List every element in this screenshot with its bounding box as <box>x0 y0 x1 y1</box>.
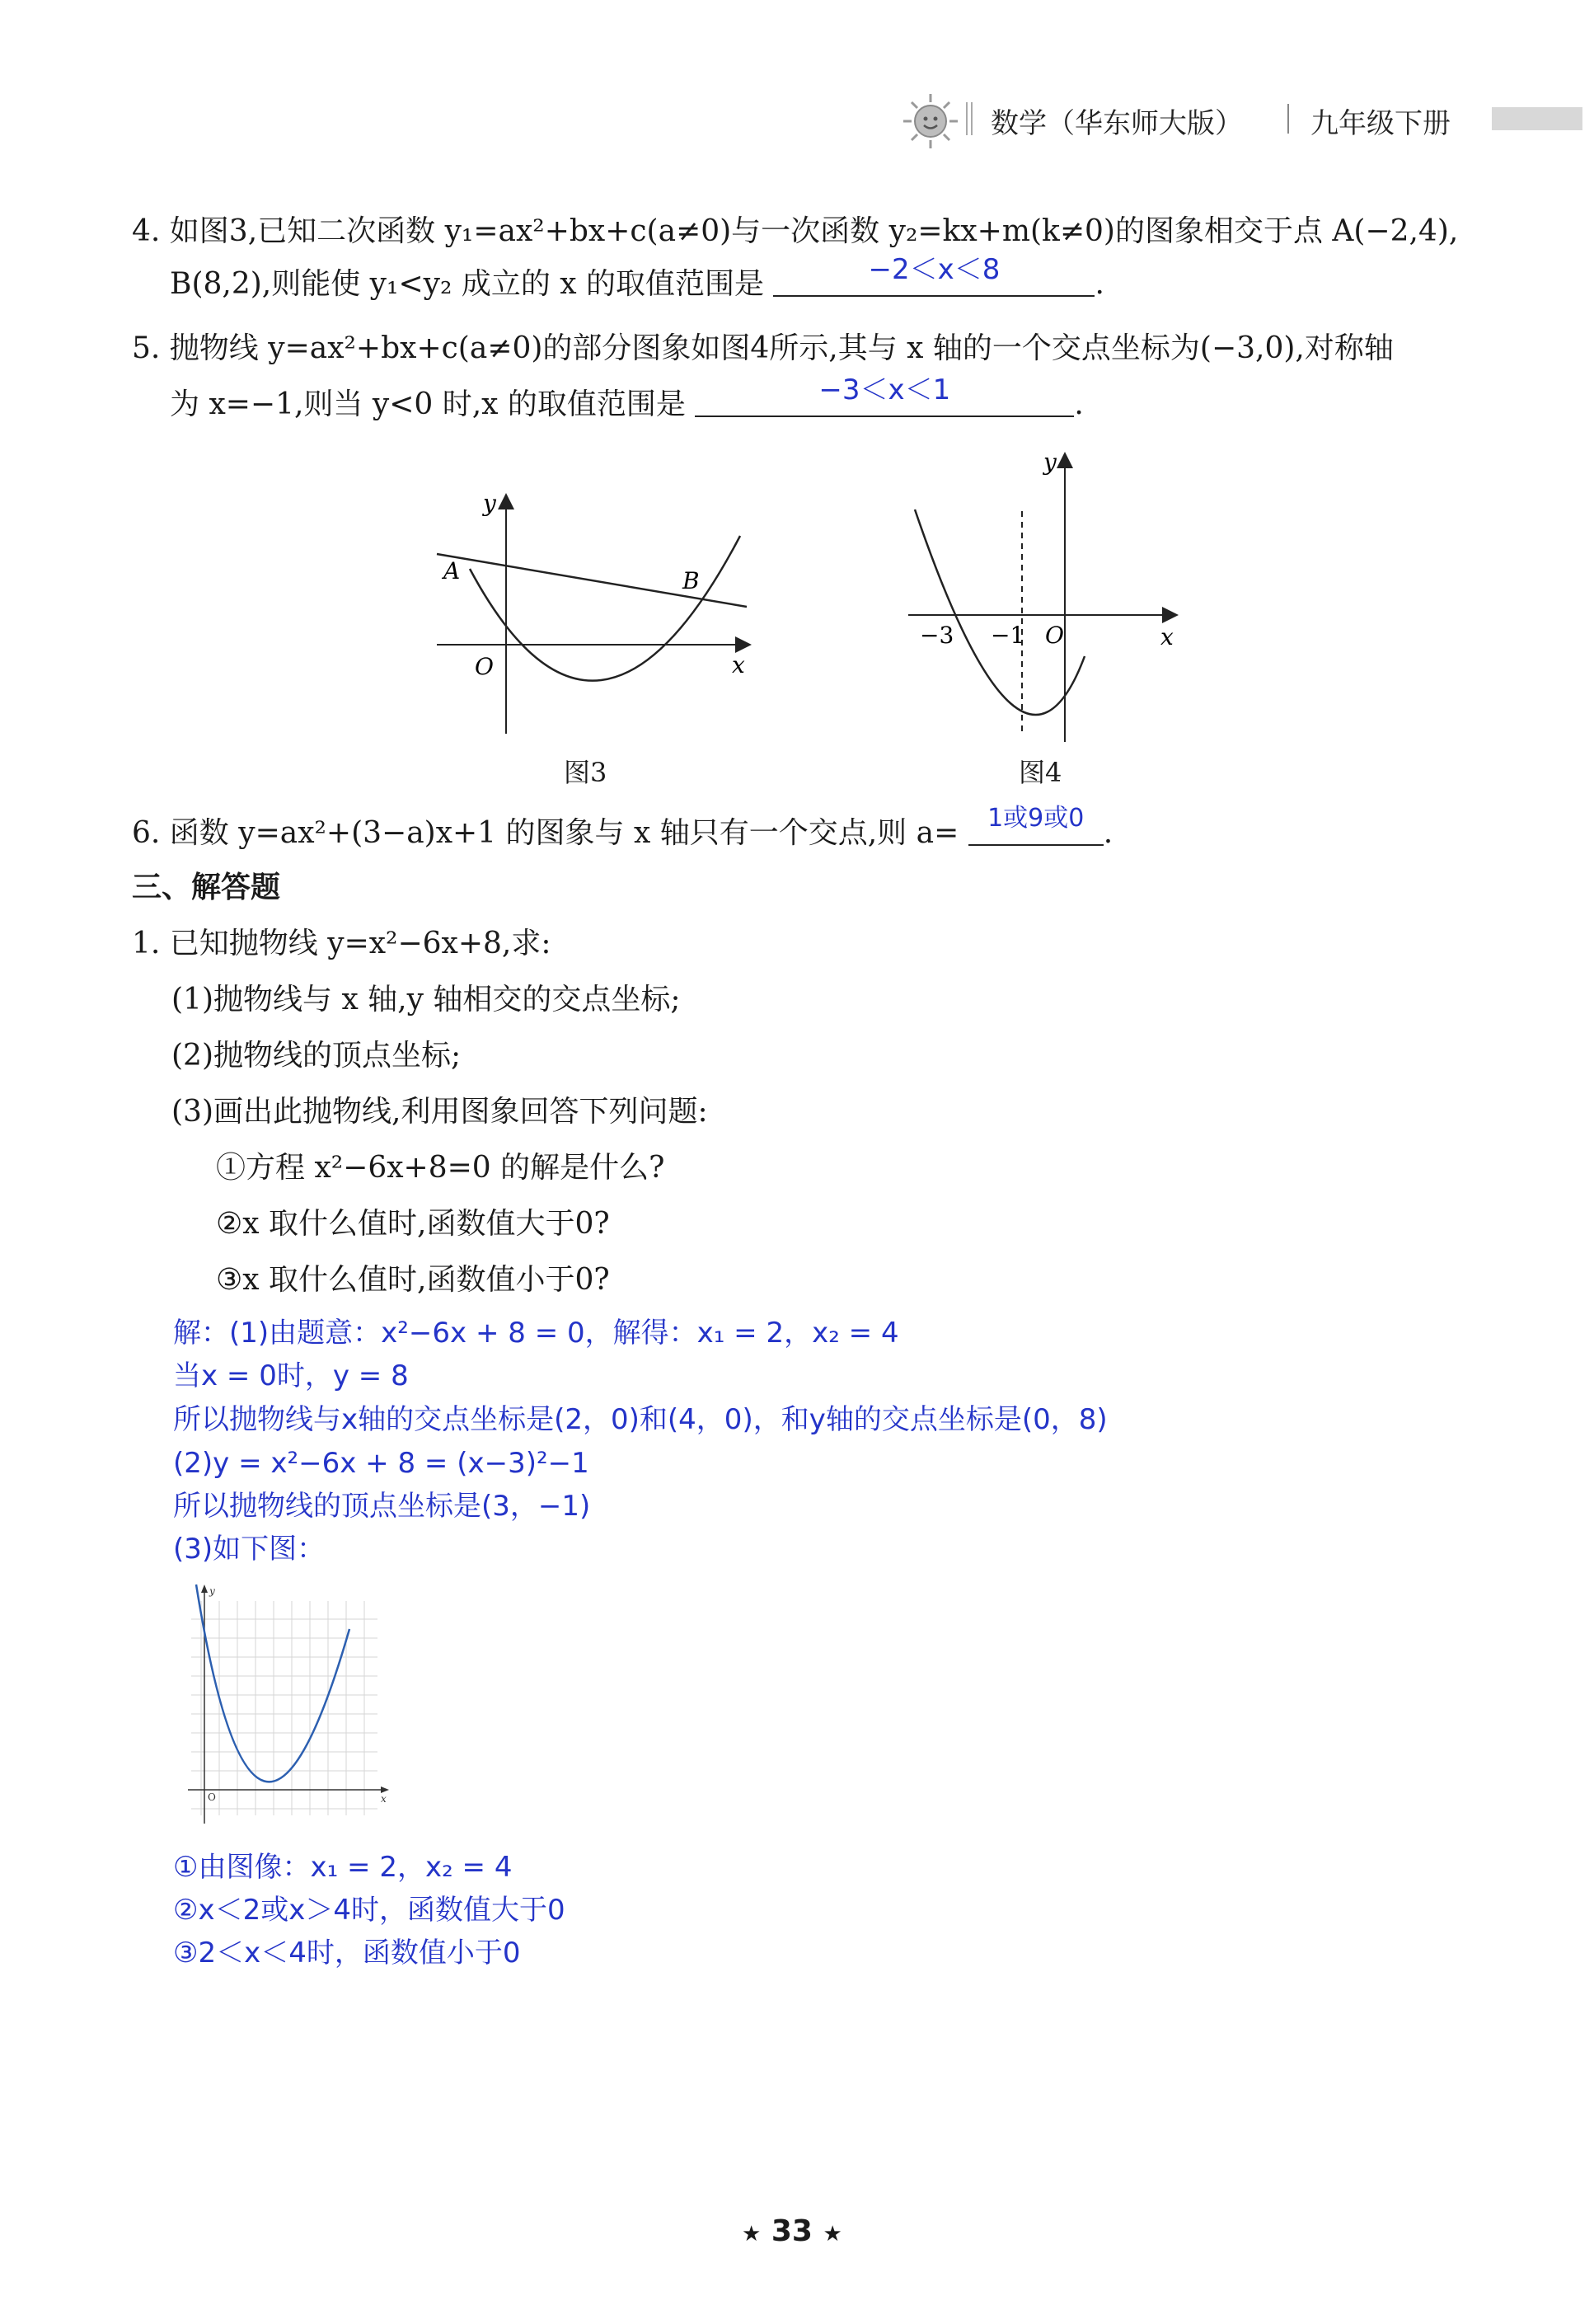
question-1-part2: (2)抛物线的顶点坐标; <box>171 1039 462 1073</box>
answer-line-1: ①由图像：x₁ = 2，x₂ = 4 <box>173 1851 513 1884</box>
question-5-text: 为 x=−1,则当 y<0 时,x 的取值范围是 <box>170 387 686 421</box>
question-4-answer: −2＜x＜8 <box>868 253 1001 286</box>
fig4-parabola <box>915 509 1085 715</box>
question-6-text: 6. 函数 y=ax²+(3−a)x+1 的图象与 x 轴只有一个交点,则 a= <box>132 816 959 850</box>
question-4-line1: 4. 如图3,已知二次函数 y₁=ax²+bx+c(a≠0)与一次函数 y₂=kx+m(k≠0)的图象相交于点 A(−2,4), <box>132 214 1459 248</box>
question-6 <box>132 804 1113 854</box>
question-5-answer: −3＜x＜1 <box>818 373 951 406</box>
header <box>890 91 1594 148</box>
header-bar <box>1492 107 1582 130</box>
figure-4 <box>898 445 1195 750</box>
question-1-sub3: ③x 取什么值时,函数值小于0? <box>216 1263 610 1297</box>
solution-graph-label-x: x <box>381 1793 387 1805</box>
fig3-label-y: y <box>483 490 496 517</box>
page-number-block <box>742 2214 842 2248</box>
fig3-label-o: O <box>475 653 494 680</box>
fig4-label-y: y <box>1043 448 1057 476</box>
solution-line-3: 所以抛物线与x轴的交点坐标是(2，0)和(4，0)，和y轴的交点坐标是(0，8) <box>173 1403 1108 1436</box>
question-6-answer: 1或9或0 <box>987 804 1085 833</box>
question-5-suffix: . <box>1074 387 1084 421</box>
sun-logo-icon <box>902 92 959 150</box>
section-3-title: 三、解答题 <box>132 871 281 904</box>
figure-3-caption: 图3 <box>564 757 607 788</box>
solution-line-2: 当x = 0时，y = 8 <box>173 1359 409 1392</box>
fig3-label-x: x <box>732 651 745 678</box>
question-5-blank <box>695 373 1074 417</box>
question-5-line2 <box>170 373 1084 425</box>
figure-3 <box>420 486 767 758</box>
question-1-sub1: ①方程 x²−6x+8=0 的解是什么? <box>216 1151 665 1185</box>
star-icon: ★ <box>742 2222 762 2247</box>
fig4-label-x: x <box>1160 623 1174 650</box>
question-6-blank <box>968 804 1104 846</box>
solution-line-4: (2)y = x²−6x + 8 = (x−3)²−1 <box>173 1447 589 1480</box>
question-4-line2 <box>170 253 1104 305</box>
question-4-suffix: . <box>1095 267 1104 301</box>
solution-line-5: 所以抛物线的顶点坐标是(3，−1) <box>173 1490 591 1523</box>
fig3-parabola <box>470 536 740 681</box>
header-divider <box>1287 104 1289 134</box>
solution-graph-label-y: y <box>209 1585 215 1597</box>
fig4-label-m3: −3 <box>920 622 954 649</box>
question-1-part1: (1)抛物线与 x 轴,y 轴相交的交点坐标; <box>171 983 681 1016</box>
page-number: 33 <box>771 2214 813 2248</box>
solution-graph-label-o: O <box>208 1791 216 1803</box>
header-grade: 九年级下册 <box>1310 107 1451 140</box>
question-4-blank <box>773 253 1095 297</box>
answer-line-2: ②x＜2或x＞4时，函数值大于0 <box>173 1894 565 1927</box>
solution-line-1: 解：(1)由题意：x²−6x + 8 = 0，解得：x₁ = 2，x₂ = 4 <box>173 1317 899 1350</box>
question-1-stem: 1. 已知抛物线 y=x²−6x+8,求: <box>132 927 551 960</box>
question-6-suffix: . <box>1103 816 1113 850</box>
question-1-sub2: ②x 取什么值时,函数值大于0? <box>216 1207 610 1241</box>
solution-line-6: (3)如下图： <box>173 1533 326 1566</box>
fig4-label-m1: −1 <box>991 622 1025 649</box>
question-5-line1: 5. 抛物线 y=ax²+bx+c(a≠0)的部分图象如图4所示,其与 x 轴的一个交点坐标为(−3,0),对称轴 <box>132 331 1394 365</box>
question-4-text: B(8,2),则能使 y₁<y₂ 成立的 x 的取值范围是 <box>170 267 765 301</box>
star-icon: ★ <box>823 2222 842 2247</box>
fig3-label-a: A <box>443 557 461 585</box>
fig4-label-o: O <box>1045 622 1064 649</box>
header-subject: 数学（华东师大版） <box>991 107 1243 140</box>
answer-line-3: ③2＜x＜4时，函数值小于0 <box>173 1937 521 1970</box>
solution-graph <box>180 1576 394 1840</box>
figure-4-caption: 图4 <box>1019 757 1062 788</box>
header-divider <box>966 102 973 135</box>
question-1-part3: (3)画出此抛物线,利用图象回答下列问题: <box>171 1095 708 1129</box>
fig3-line <box>437 554 747 607</box>
fig3-label-b: B <box>682 567 700 594</box>
